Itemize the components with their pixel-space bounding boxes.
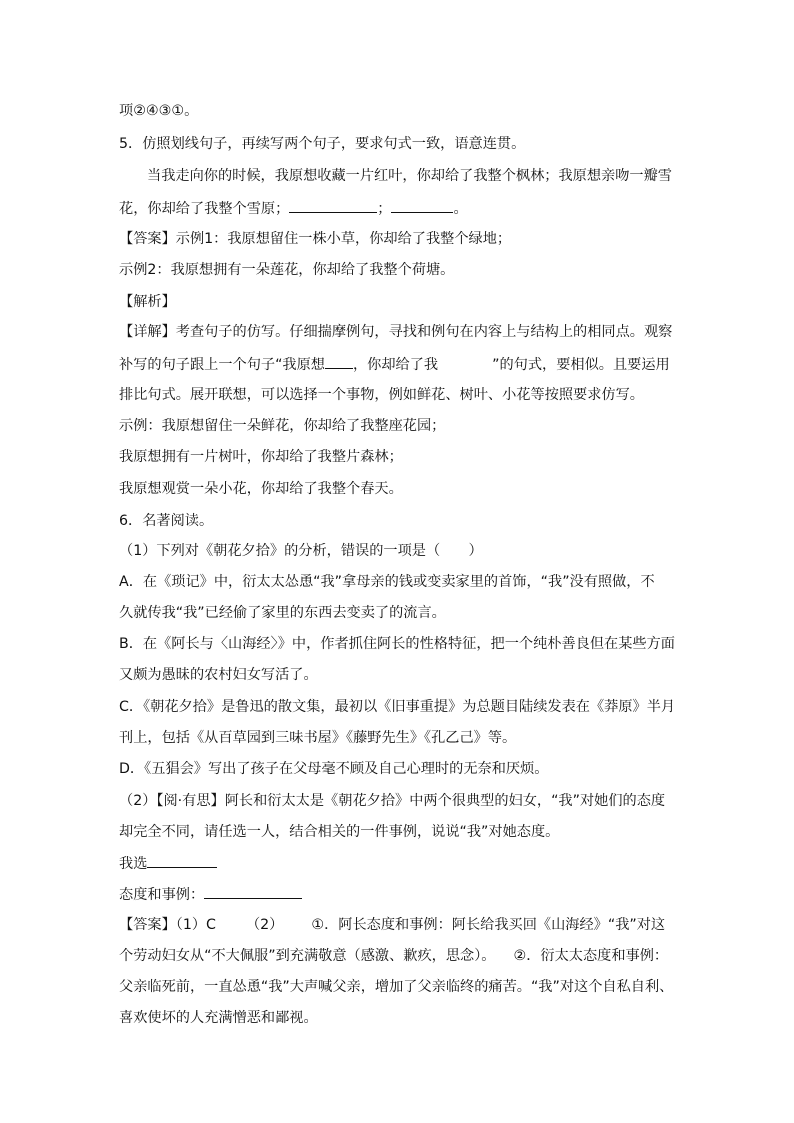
attitude-line [119,884,679,906]
text-span: ②．衍太太态度和事例： [513,948,669,964]
explanation-line [119,354,679,376]
option-b-continued: 又颇为愚昧的农村妇女写活了。 [119,667,318,683]
choice-line [119,853,679,875]
explanation-line: 排比句式。展开联想，可以选择一个事物，例如鲜花、树叶、小花等按照要求仿写。 [119,387,644,403]
answer-line: 父亲临死前，一直怂恿“我”大声喊父亲，增加了父亲临终的痛苦。“我”对这个自私自利、 [119,979,674,995]
option-c: C．《朝花夕拾》是鲁迅的散文集，最初以《旧事重提》为总题目陆续发表在《莽原》半月 [119,699,676,715]
text-span: 补写的句子跟上一个句子“我原想 [119,357,325,373]
text-span: （2） [245,917,284,933]
example-line: 我原想拥有一片树叶，你却给了我整片森林； [119,449,403,465]
text-span: 我选 [119,856,148,872]
option-b: B．在《阿长与〈山海经〉》中，作者抓住阿长的性格特征，把一个纯朴善良但在某些方面 [119,636,675,652]
option-d: D．《五猖会》写出了孩子在父母毫不顾及自己心理时的无奈和厌烦。 [119,761,549,777]
sub-question-1: （1）下列对《朝花夕拾》的分析，错误的一项是（ ） [119,543,483,559]
option-c-continued: 刊上，包括《从百草园到三味书屋》《藤野先生》《孔乙己》等。 [119,730,517,746]
text-span: 个劳动妇女从“不大佩服”到充满敬意（感激、歉疚，思念）。 [119,948,496,964]
sub-question-2: （2）【阅·有思】阿长和衍太太是《朝花夕拾》中两个很典型的妇女，“我”对她们的态度 [119,793,666,809]
text-span: 【答案】（1）C [119,917,216,933]
example-line: 我原想观赏一朵小花，你却给了我整个春天。 [119,481,403,497]
text-span: ”的句式，要相似。且要运用 [492,357,670,373]
text-line: 项②④③①。 [119,103,199,119]
analysis-label: 【解析】 [119,294,176,310]
answer-line [119,915,679,937]
option-a-continued: 久就传我“我”已经偷了家里的东西去变卖了的流言。 [119,605,446,621]
answer-blank [391,198,453,213]
question-6-heading: 6．名著阅读。 [119,513,214,529]
explanation-line: 【详解】考查句子的仿写。仔细揣摩例句，寻找和例句在内容上与结构上的相同点。观察 [119,324,673,340]
text-span: 花，你却给了我整个雪原； [119,201,290,217]
option-a: A．在《琐记》中，衍太太怂恿“我”拿母亲的钱或变卖家里的首饰，“我”没有照做，不 [119,574,655,590]
question-5-heading: 5．仿照划线句子，再续写两个句子，要求句式一致，语意连贯。 [119,136,526,152]
example-sentence-continued [119,198,679,220]
answer-blank [147,853,217,868]
example-line: 示例：我原想留住一朵鲜花，你却给了我整座花园； [119,418,446,434]
text-span: ，你却给了我 [352,357,439,373]
answer-line [119,946,679,968]
text-span: 。 [453,201,468,217]
answer-blank [325,354,353,369]
answer-line: 示例2：我原想拥有一朵莲花，你却给了我整个荷塘。 [119,262,455,278]
text-span: ； [377,201,392,217]
example-sentence: 当我走向你的时候，我原想收藏一片红叶，你却给了我整个枫林；我原想亲吻一瓣雪 [147,168,672,184]
answer-blank [204,884,302,899]
text-span: 态度和事例： [119,887,205,903]
answer-line: 喜欢使坏的人充满憎恶和鄙视。 [119,1010,318,1026]
sub-question-2-continued: 却完全不同，请任选一人，结合相关的一件事例，说说“我”对她态度。 [119,824,560,840]
answer-line: 【答案】示例1：我原想留住一株小草，你却给了我整个绿地； [119,231,512,247]
text-span: ①．阿长态度和事例：阿长给我买回《山海经》“我”对这 [311,917,666,933]
answer-blank [289,198,377,213]
